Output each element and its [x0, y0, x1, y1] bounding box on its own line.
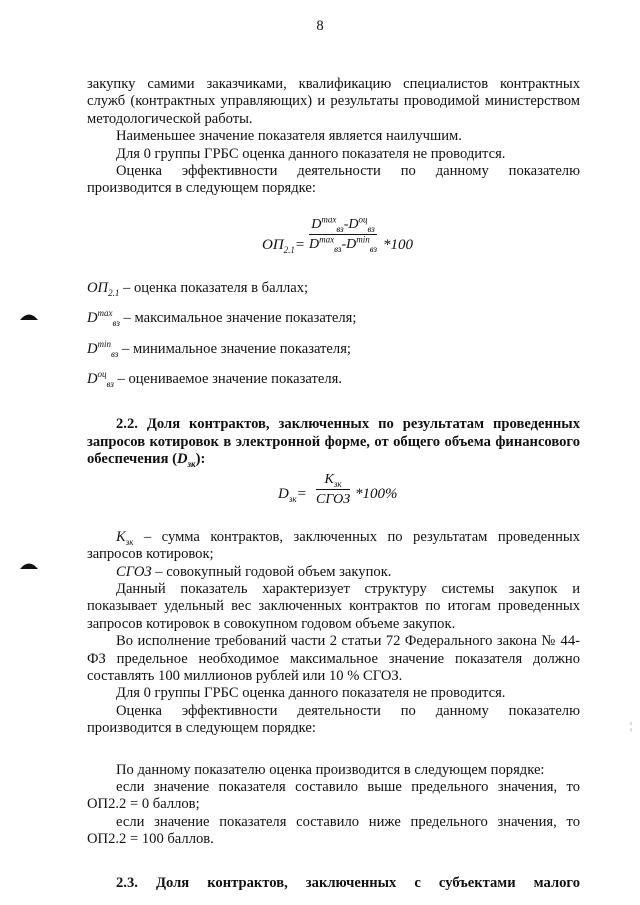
formula-op21	[87, 198, 580, 280]
paragraph: По данному показателю оценка производится в следующем порядке:	[116, 761, 545, 778]
definition-item: $ОП_{2.1}$ – оценка показателя в баллах;	[87, 279, 309, 298]
formula-fraction	[309, 216, 377, 254]
page-number: 8	[316, 18, 324, 34]
formula-denominator: СГОЗ	[316, 492, 351, 508]
formula-dzk	[87, 469, 580, 521]
paragraph: закупку самими заказчиками, квалификацию специалистов контрактных служб (контрактных управляющих) и результаты проводимой министерством методологической работы.	[87, 76, 580, 127]
definition-item: $D^{max}_{вз}$ – максимальное значение показателя;	[87, 308, 357, 329]
formula-numerator: $K_{зк}$	[324, 471, 342, 489]
paragraph: Оценка эффективности деятельности по данному показателю производится в следующем порядке:	[87, 163, 580, 197]
paragraph: Наименьшее значение показателя является наилучшим.	[116, 128, 462, 145]
section-heading-2-3: 2.3. Доля контрактов, заключенных с субъектами малого	[116, 874, 580, 891]
formula-lhs: $ОП_{2.1}=$	[262, 236, 306, 255]
formula-multiplier: *100	[383, 236, 413, 253]
definition-item: СГОЗ – совокупный годовой объем закупок.	[116, 563, 392, 580]
paragraph: если значение показателя составило выше предельного значения, то ОП2.2 = 0 баллов;	[87, 778, 580, 813]
paragraph: Оценка эффективности деятельности по данному показателю производится в следующем порядке:	[87, 702, 580, 737]
scan-hole-mark	[20, 561, 38, 569]
formula-fraction	[316, 471, 350, 509]
paragraph: Для 0 группы ГРБС оценка данного показателя не проводится.	[116, 685, 506, 702]
document-body	[87, 76, 580, 892]
scan-hole-mark	[20, 312, 38, 320]
scan-edge-mark: ¦	[629, 721, 632, 732]
definition-item: $D^{min}_{вз}$ – минимальное значение показателя;	[87, 338, 351, 359]
paragraph: Данный показатель характеризует структуру системы закупок и показывает удельный вес заключенных контрактов по итогам проведенных запросов котировок в совокупном годовом объеме закупок.	[87, 580, 580, 632]
paragraph: Во исполнение требований части 2 статьи 72 Федерального закона № 44-ФЗ предельное необходимое максимальное значение показателя должно составлять 100 миллионов рублей или 10 % СГОЗ.	[87, 633, 580, 684]
formula-numerator: $D^{max}_{вз}-D^{оц}_{вз}$	[311, 214, 375, 234]
paragraph: Для 0 группы ГРБС оценка данного показателя не проводится.	[116, 145, 506, 162]
formula-denominator: $D^{max}_{вз}-D^{min}_{вз}$	[309, 234, 378, 255]
formula-lhs: $D_{зк}=$	[278, 485, 307, 504]
section-heading-2-2: 2.2. Доля контрактов, заключенных по результатам проведенных запросов котировок в электронной форме, от общего объема финансового обеспечения $(D_{зк})$:	[87, 416, 580, 470]
fraction-bar	[316, 489, 350, 490]
definition-item: $D^{оц}_{вз}$ – оцениваемое значение показателя.	[87, 369, 342, 389]
formula-multiplier: *100%	[355, 485, 398, 502]
definitions-list	[87, 280, 580, 389]
paragraph: если значение показателя составило ниже предельного значения, то ОП2.2 = 100 баллов.	[87, 813, 580, 848]
definition-item: $K_{зк}$ – сумма контрактов, заключенных по результатам проведенных запросов котировок;	[87, 528, 580, 563]
